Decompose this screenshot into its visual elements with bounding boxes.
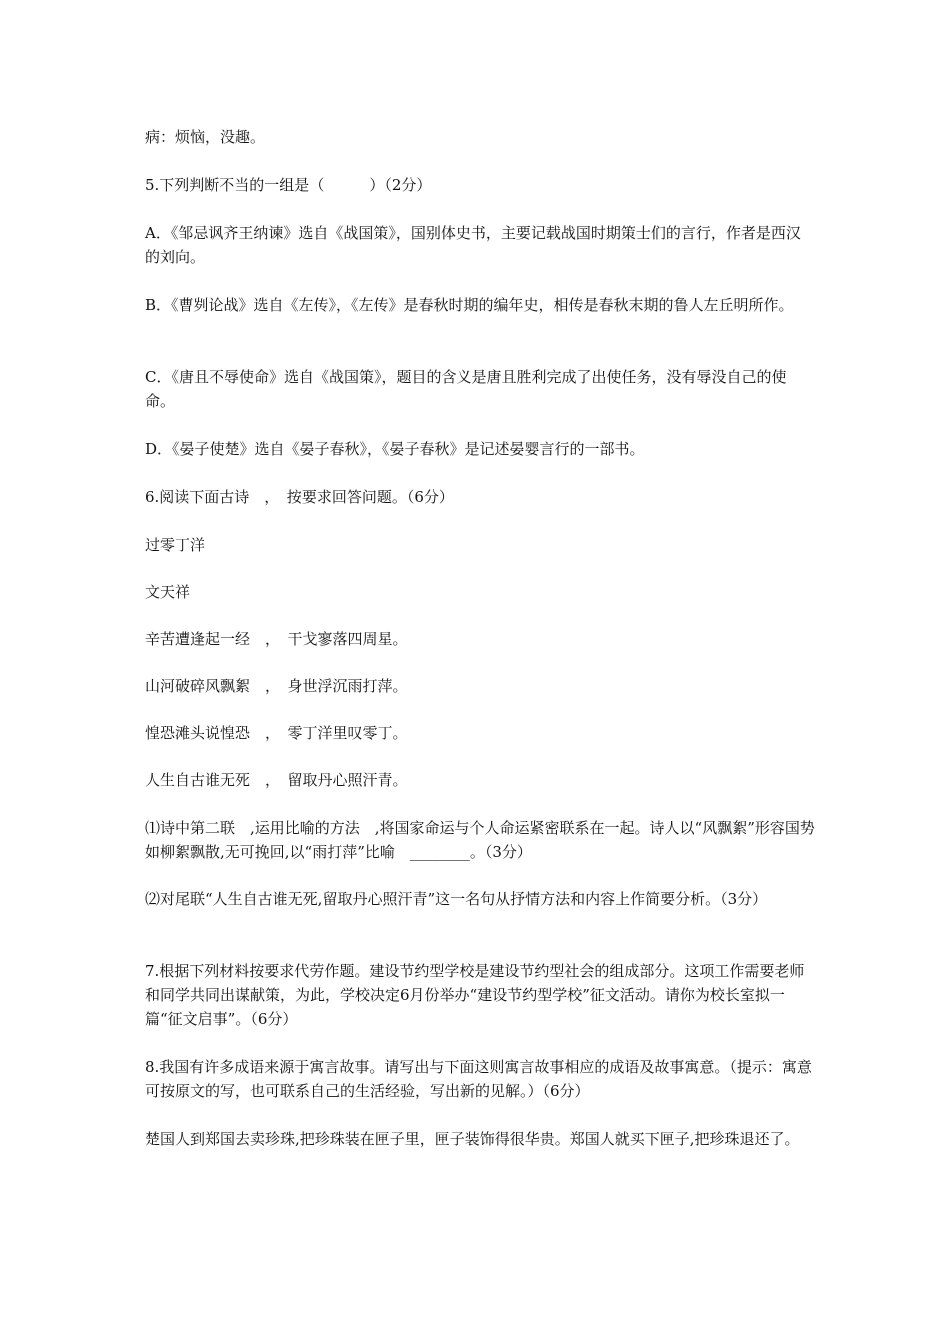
question-5: 5.下列判断不当的一组是（ ）（2分） — [145, 176, 432, 194]
option-c: C．《唐且不辱使命》选自《战国策》，题目的含义是唐且胜利完成了出使任务，没有辱没自己的使命。 — [145, 368, 787, 410]
question-8: 8.我国有许多成语来源于寓言故事。请写出与下面这则寓言故事相应的成语及故事寓意。（提示：寓意可按原文的写，也可联系自己的生活经验，写出新的见解。）（6分） — [145, 1058, 812, 1100]
question-7: 7.根据下列材料按要求代劳作题。建设节约型学校是建设节约型社会的组成部分。这项工作需要老师和同学共同出谋献策，为此，学校决定6月份举办“建设节约型学校”征文活动。请你为校长室拟一篇“征文启事”。（6分） — [145, 962, 805, 1028]
option-d: D．《晏子使楚》选自《晏子春秋》，《晏子春秋》是记述晏婴言行的一部书。 — [145, 440, 645, 458]
option-a: A．《邹忌讽齐王纳谏》选自《战国策》，国别体史书，主要记载战国时期策士们的言行，作者是西汉的刘向。 — [145, 224, 801, 266]
question-6-part-1: ⑴诗中第二联 ,运用比喻的方法 ,将国家命运与个人命运紧密联系在一起。诗人以“风飘絮”形容国势如柳絮飘散,无可挽回,以“雨打萍”比喻 ________。（3分） — [145, 819, 815, 861]
fable-text: 楚国人到郑国去卖珍珠,把珍珠装在匣子里，匣子装饰得很华贵。郑国人就买下匣子,把珍珠退还了。 — [145, 1130, 800, 1148]
question-6: 6.阅读下面古诗 ， 按要求回答问题。（6分） — [145, 488, 454, 506]
poem-title: 过零丁洋 — [145, 536, 206, 554]
option-b: B．《曹刿论战》选自《左传》，《左传》是春秋时期的编年史，相传是春秋末期的鲁人左丘明所作。 — [145, 296, 794, 314]
annotation-line: 病：烦恼，没趣。 — [145, 128, 266, 146]
question-6-part-2: ⑵对尾联“人生自古谁无死,留取丹心照汗青”这一名句从抒情方法和内容上作简要分析。（3分） — [145, 890, 768, 908]
poem-line-2: 山河破碎风飘絮 ， 身世浮沉雨打萍。 — [145, 677, 408, 695]
poem-line-1: 辛苦遭逢起一经 ， 干戈寥落四周星。 — [145, 630, 408, 648]
poem-line-4: 人生自古谁无死 ， 留取丹心照汗青。 — [145, 771, 408, 789]
poem-line-3: 惶恐滩头说惶恐 ， 零丁洋里叹零丁。 — [145, 724, 408, 742]
poem-author: 文天祥 — [145, 583, 191, 601]
